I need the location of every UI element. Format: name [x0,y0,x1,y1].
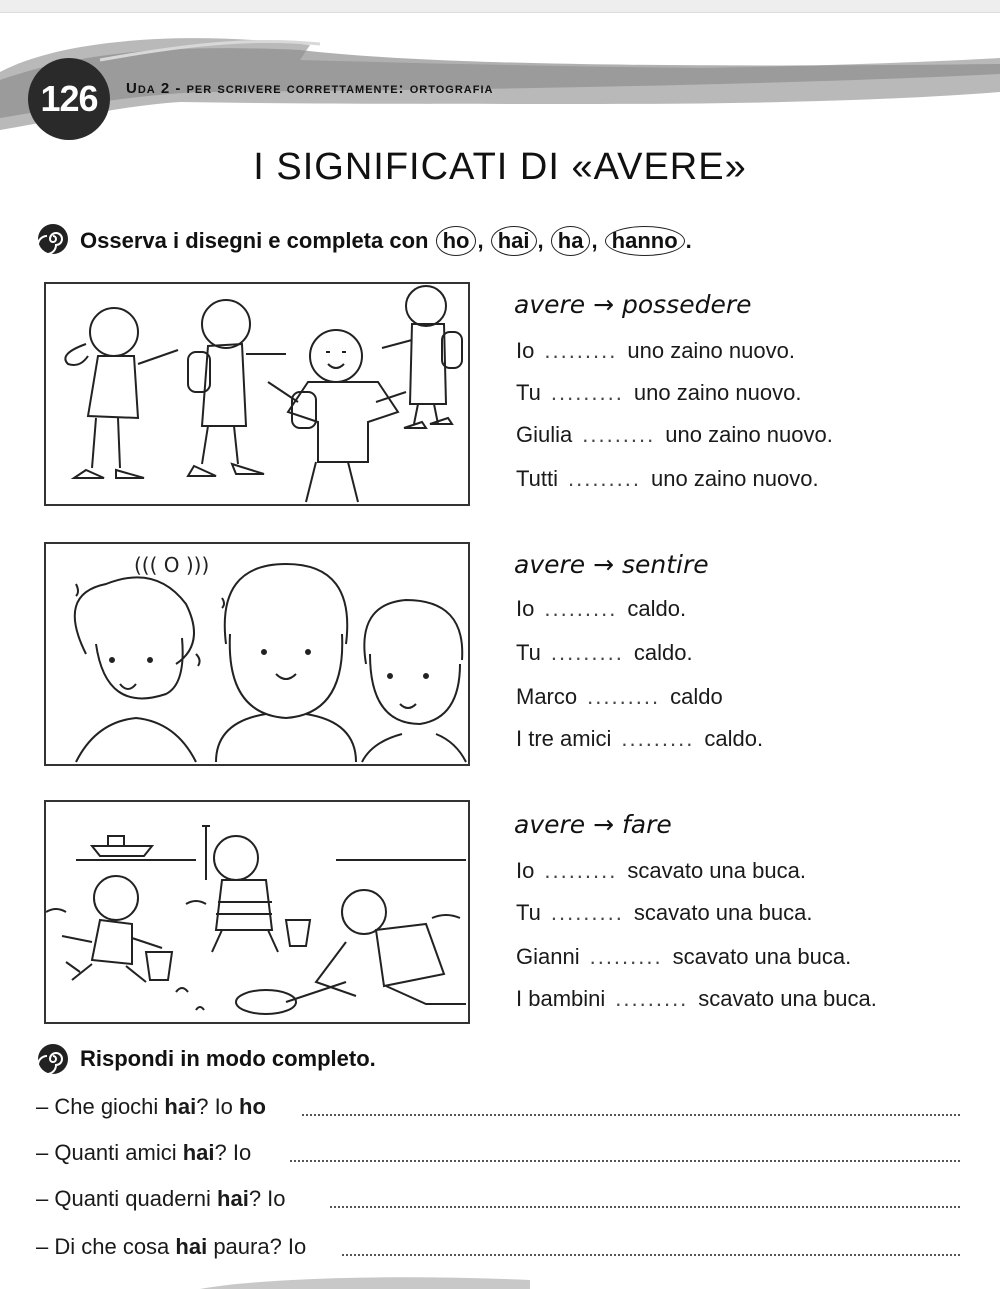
row-subject: Giulia [516,422,573,447]
illustration-hot-faces [44,542,470,766]
kids-backpacks-drawing [46,284,468,504]
row-subject: Tutti [516,466,558,491]
answer-line[interactable] [330,1206,960,1208]
row-rest: scavato una buca. [698,986,877,1011]
question-row [36,1094,266,1120]
exercise-row [516,900,812,926]
word-hanno: hanno [605,226,685,256]
question-text: ? Io [214,1140,252,1165]
question-bold: ho [239,1094,266,1119]
blank-dots[interactable]: ......... [544,596,618,621]
exercise-row [516,726,763,752]
row-rest: caldo. [704,726,764,751]
exercise-row [516,858,806,884]
question-bold: hai [182,1140,215,1165]
row-rest: uno zaino nuovo. [651,466,819,491]
instruction-answer: Rispondi in modo completo. [80,1046,376,1071]
illustration-backpacks [44,282,470,506]
sun-sound-text: ((( O ))) [134,553,210,577]
exercise-row [516,338,795,364]
unit-title: uda 2 - per scrivere correttamente: ortografia [126,80,494,97]
row-subject: Tu [516,380,541,405]
row-rest: scavato una buca. [633,900,813,925]
answer-line[interactable] [302,1114,960,1116]
blank-dots[interactable]: ......... [544,858,618,883]
blank-dots[interactable]: ......... [589,944,663,969]
row-subject: I bambini [516,986,606,1011]
question-text: – Di che cosa [36,1234,176,1259]
page-title: I SIGNIFICATI DI «AVERE» [253,146,747,188]
spiral-icon [36,222,70,256]
question-bold: hai [175,1234,208,1259]
row-rest: scavato una buca. [672,944,852,969]
word-ha: ha [551,226,591,256]
word-hai: hai [491,226,537,256]
question-text: – Quanti amici [36,1140,183,1165]
word-ho: ho [436,226,477,256]
row-subject: Marco [516,684,578,709]
blank-dots[interactable]: ......... [621,726,695,751]
row-subject: Tu [516,640,541,665]
row-subject: I tre amici [516,726,612,751]
header-brush-decoration [0,0,1000,140]
exercise-row [516,640,693,666]
section-heading-possedere: avere → possedere [514,290,752,319]
footer-brush-decoration [200,1274,530,1289]
row-subject: Io [516,858,535,883]
question-row [36,1186,286,1212]
section-heading-fare: avere → fare [514,810,672,839]
row-subject: Io [516,338,535,363]
question-text: paura? Io [207,1234,307,1259]
exercise-row [516,380,801,406]
exercise-row [516,944,851,970]
question-text: – Che giochi [36,1094,165,1119]
answer-line[interactable] [342,1254,960,1256]
row-rest: caldo [670,684,723,709]
row-rest: caldo. [627,596,687,621]
blank-dots[interactable]: ......... [582,422,656,447]
question-row [36,1234,306,1260]
question-text: – Quanti quaderni [36,1186,218,1211]
section-heading-sentire: avere → sentire [514,550,709,579]
illustration-beach-digging [44,800,470,1024]
exercise-row [516,466,819,492]
row-subject: Io [516,596,535,621]
beach-digging-drawing [46,802,468,1022]
row-rest: uno zaino nuovo. [633,380,802,405]
blank-dots[interactable]: ......... [567,466,641,491]
question-text: ? Io [196,1094,240,1119]
exercise-row [516,986,877,1012]
exercise-row [516,596,686,622]
blank-dots[interactable]: ......... [550,640,624,665]
question-bold: hai [217,1186,249,1211]
exercise-row [516,684,723,710]
row-rest: scavato una buca. [627,858,806,883]
exercise-row [516,422,833,448]
row-subject: Gianni [516,944,580,969]
blank-dots[interactable]: ......... [544,338,618,363]
blank-dots[interactable]: ......... [615,986,689,1011]
answer-line[interactable] [290,1160,960,1162]
row-subject: Tu [516,900,541,925]
spiral-icon [36,1042,70,1076]
question-text: ? Io [248,1186,286,1211]
question-bold: hai [164,1094,197,1119]
row-rest: uno zaino nuovo. [627,338,795,363]
row-rest: uno zaino nuovo. [665,422,833,447]
blank-dots[interactable]: ......... [550,900,624,925]
instruction-complete: Osserva i disegni e completa con ho , hai , ha , hanno . [80,226,692,256]
blank-dots[interactable]: ......... [587,684,661,709]
row-rest: caldo. [633,640,693,665]
hot-faces-drawing [46,544,468,764]
question-row [36,1140,251,1166]
blank-dots[interactable]: ......... [550,380,624,405]
instruction-text: Osserva i disegni e completa con [80,228,429,253]
page-number: 126 [28,58,110,140]
